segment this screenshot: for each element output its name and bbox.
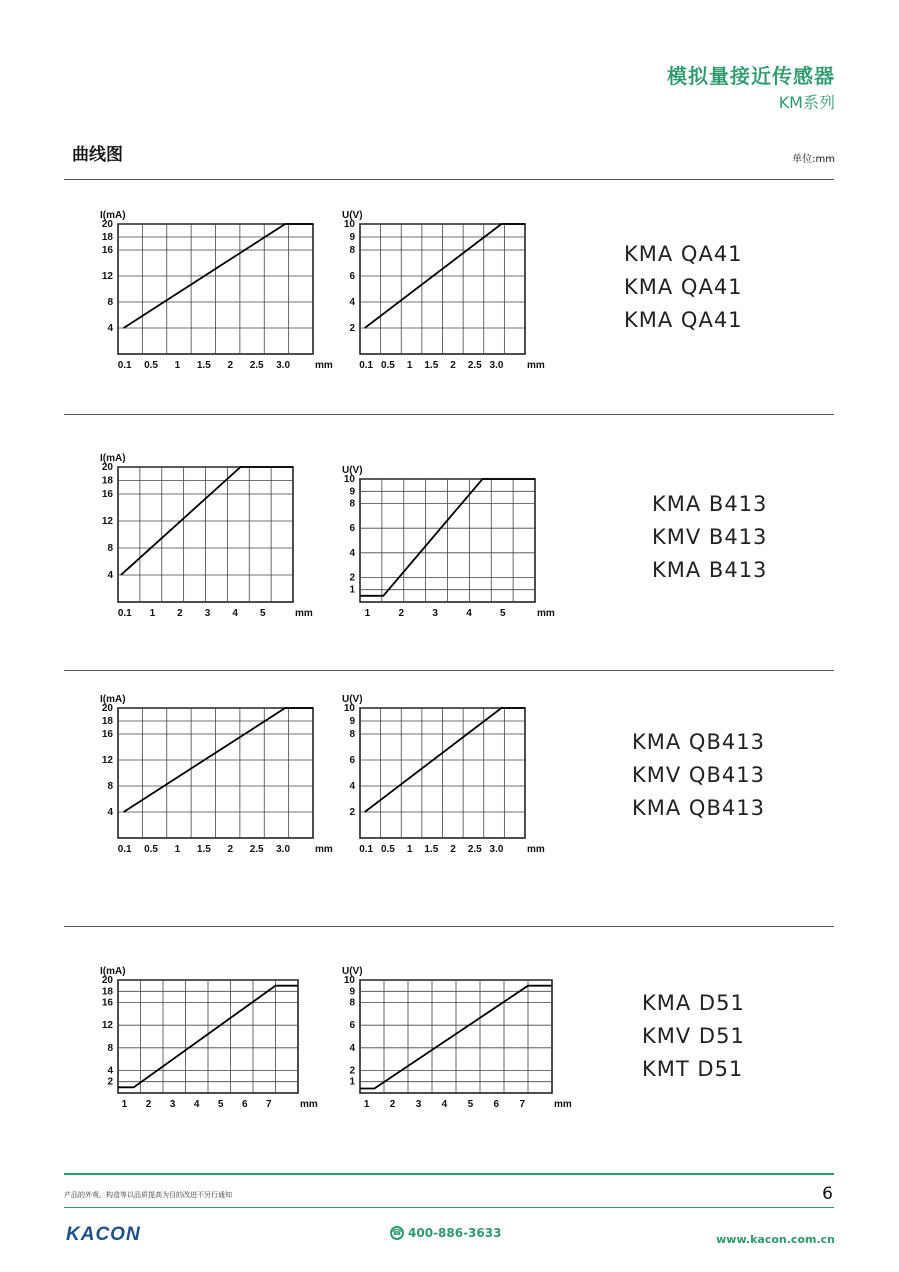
x-tick-label: 0.1	[359, 844, 374, 855]
y-tick-label: 18	[101, 716, 113, 727]
y-tick-label: 6	[349, 271, 355, 282]
y-tick-label: 8	[349, 498, 355, 510]
y-tick-label: 10	[343, 975, 355, 986]
y-tick-label: 10	[343, 474, 355, 485]
y-tick-label: 8	[107, 781, 113, 792]
x-tick-label: 3	[204, 608, 211, 619]
x-tick-label: 4	[441, 1099, 448, 1110]
x-tick-label: 2	[398, 608, 405, 619]
chart-voltage-d51	[342, 966, 572, 1110]
model-list	[624, 238, 743, 337]
page-title: 模拟量接近传感器	[667, 64, 835, 88]
x-tick-label: 3.0	[489, 844, 504, 855]
x-tick-label: 1	[364, 608, 371, 619]
y-tick-label: 9	[349, 486, 355, 498]
divider	[64, 670, 834, 671]
x-tick-label: 7	[266, 1099, 272, 1110]
x-tick-label: 4	[193, 1099, 200, 1110]
model-name: KMA B413	[652, 558, 768, 582]
page-number: 6	[822, 1184, 833, 1204]
phone-contact	[390, 1226, 501, 1240]
website-link[interactable]: www.kacon.com.cn	[716, 1233, 835, 1246]
y-tick-label: 1	[349, 1076, 355, 1088]
x-tick-label: 0.5	[144, 844, 158, 855]
y-tick-label: 4	[107, 807, 113, 818]
x-tick-label: 3	[432, 608, 438, 619]
x-tick-label: 0.5	[380, 844, 395, 855]
unit-label: 单位:mm	[792, 154, 835, 165]
chart-current-d51	[100, 966, 318, 1110]
chart-current-qb413	[100, 694, 333, 855]
x-tick-label: 1	[121, 1099, 128, 1110]
x-tick-label: 1	[174, 360, 181, 371]
x-tick-label: 1	[406, 360, 413, 371]
y-tick-label: 20	[101, 219, 113, 230]
x-tick-label: 2	[450, 360, 456, 371]
y-tick-label: 6	[349, 1020, 355, 1032]
x-tick-label: 3.0	[276, 360, 291, 371]
footer-note: 产品的外观、构造等以品质提高为目的改进不另行通知	[64, 1191, 232, 1199]
x-tick-label: 3	[415, 1099, 422, 1110]
x-tick-label: 1	[149, 608, 156, 619]
x-tick-label: 3	[169, 1099, 176, 1110]
model-name: KMA B413	[652, 492, 768, 516]
y-tick-label: 12	[101, 271, 113, 282]
x-axis-label: mm	[537, 608, 555, 619]
y-tick-label: 6	[349, 755, 355, 766]
y-tick-label: 10	[343, 703, 355, 714]
y-tick-label: 16	[101, 245, 113, 256]
model-name: KMA QA41	[624, 275, 743, 299]
model-name: KMA D51	[642, 991, 745, 1015]
x-tick-label: 5	[259, 608, 266, 619]
chart-current-b413	[100, 453, 313, 619]
x-tick-label: 1.5	[196, 360, 211, 371]
y-tick-label: 12	[101, 1020, 113, 1032]
x-tick-label: 4	[232, 608, 238, 619]
y-tick-label: 18	[101, 475, 113, 487]
x-tick-label: 2	[450, 844, 456, 855]
divider	[64, 179, 834, 180]
x-tick-label: 1.5	[424, 360, 439, 371]
y-tick-label: 8	[349, 997, 355, 1009]
y-tick-label: 4	[349, 1042, 355, 1054]
x-tick-label: 0.5	[144, 360, 158, 371]
phone-icon: ☎	[390, 1226, 404, 1240]
chart-voltage-qa41	[342, 210, 545, 371]
model-name: KMV QB413	[632, 763, 765, 787]
x-axis-label: mm	[527, 844, 545, 855]
model-name: KMV B413	[652, 525, 768, 549]
y-tick-label: 9	[349, 716, 355, 727]
x-tick-label: 2.5	[249, 844, 264, 855]
x-tick-label: 0.1	[117, 608, 132, 619]
x-axis-label: mm	[315, 360, 333, 371]
y-tick-label: 10	[343, 219, 355, 230]
x-axis-label: mm	[295, 608, 313, 619]
x-tick-label: 1.5	[196, 844, 211, 855]
y-tick-label: 2	[349, 323, 355, 334]
y-tick-label: 6	[349, 523, 355, 535]
y-axis-label: U(V)	[342, 694, 363, 705]
y-tick-label: 8	[107, 297, 113, 308]
y-tick-label: 4	[107, 1065, 113, 1077]
model-list	[652, 488, 767, 587]
y-axis-label: U(V)	[342, 210, 363, 221]
model-name: KMT D51	[642, 1057, 744, 1081]
y-tick-label: 18	[101, 232, 113, 243]
x-tick-label: 1.5	[424, 844, 439, 855]
x-tick-label: 1	[363, 1099, 370, 1110]
model-name: KMA QA41	[624, 242, 743, 266]
kacon-logo: KACON	[66, 1224, 141, 1245]
x-tick-label: 2	[389, 1099, 396, 1110]
y-tick-label: 18	[101, 986, 113, 998]
y-axis-label: I(mA)	[100, 210, 126, 221]
x-axis-label: mm	[527, 360, 545, 371]
chart-voltage-b413	[342, 465, 555, 619]
chart-voltage-qb413	[342, 694, 545, 855]
x-axis-label: mm	[300, 1099, 318, 1110]
y-axis-label: U(V)	[342, 966, 363, 977]
phone-number: 400-886-3633	[408, 1226, 502, 1240]
x-tick-label: 5	[217, 1099, 224, 1110]
y-tick-label: 8	[349, 729, 355, 740]
x-tick-label: 4	[466, 608, 472, 619]
y-tick-label: 4	[349, 547, 355, 559]
series-subtitle: KM系列	[778, 93, 835, 112]
x-tick-label: 6	[241, 1099, 248, 1110]
x-tick-label: 2.5	[467, 844, 482, 855]
y-tick-label: 20	[101, 703, 113, 714]
y-tick-label: 16	[101, 489, 113, 500]
x-axis-label: mm	[315, 844, 333, 855]
y-tick-label: 2	[349, 807, 355, 818]
y-tick-label: 20	[101, 975, 113, 986]
y-axis-label: I(mA)	[100, 453, 126, 464]
model-list	[632, 726, 765, 825]
y-tick-label: 12	[101, 516, 113, 527]
y-tick-label: 4	[107, 570, 113, 581]
y-tick-label: 4	[349, 297, 355, 308]
model-name: KMA QB413	[632, 796, 765, 820]
x-tick-label: 0.1	[117, 844, 132, 855]
x-tick-label: 0.1	[117, 360, 132, 371]
y-tick-label: 2	[349, 572, 355, 584]
y-tick-label: 2	[349, 1065, 355, 1077]
y-tick-label: 2	[107, 1076, 113, 1088]
y-tick-label: 20	[101, 462, 113, 473]
y-tick-label: 4	[107, 323, 113, 334]
model-name: KMA QB413	[632, 730, 765, 754]
y-tick-label: 16	[101, 729, 113, 740]
x-tick-label: 1	[174, 844, 181, 855]
y-axis-label: I(mA)	[100, 966, 126, 977]
x-tick-label: 2.5	[467, 360, 482, 371]
y-tick-label: 8	[107, 543, 113, 554]
model-list	[642, 987, 745, 1086]
y-tick-label: 9	[349, 232, 355, 243]
y-axis-label: I(mA)	[100, 694, 126, 705]
footer-divider	[64, 1173, 834, 1175]
x-tick-label: 6	[493, 1099, 500, 1110]
y-tick-label: 4	[349, 781, 355, 792]
y-tick-label: 8	[107, 1042, 113, 1054]
chart-current-qa41	[100, 210, 333, 371]
footer-divider	[64, 1207, 834, 1208]
divider	[64, 414, 834, 415]
x-axis-label: mm	[554, 1099, 572, 1110]
x-tick-label: 2	[177, 608, 183, 619]
x-tick-label: 0.5	[380, 360, 395, 371]
x-tick-label: 3.0	[276, 844, 291, 855]
x-tick-label: 2.5	[249, 360, 264, 371]
x-tick-label: 2	[145, 1099, 152, 1110]
divider	[64, 926, 834, 927]
x-tick-label: 3.0	[489, 360, 504, 371]
x-tick-label: 2	[227, 360, 234, 371]
y-tick-label: 12	[101, 755, 113, 766]
model-name: KMA QA41	[624, 308, 743, 332]
x-tick-label: 7	[519, 1099, 525, 1110]
y-tick-label: 9	[349, 986, 355, 998]
section-title: 曲线图	[72, 145, 123, 165]
y-axis-label: U(V)	[342, 465, 363, 476]
x-tick-label: 5	[467, 1099, 474, 1110]
y-tick-label: 1	[349, 584, 355, 596]
y-tick-label: 16	[101, 997, 113, 1009]
y-tick-label: 8	[349, 245, 355, 256]
x-tick-label: 0.1	[359, 360, 374, 371]
x-tick-label: 1	[406, 844, 413, 855]
model-name: KMV D51	[642, 1024, 745, 1048]
x-tick-label: 2	[227, 844, 234, 855]
x-tick-label: 5	[500, 608, 506, 619]
